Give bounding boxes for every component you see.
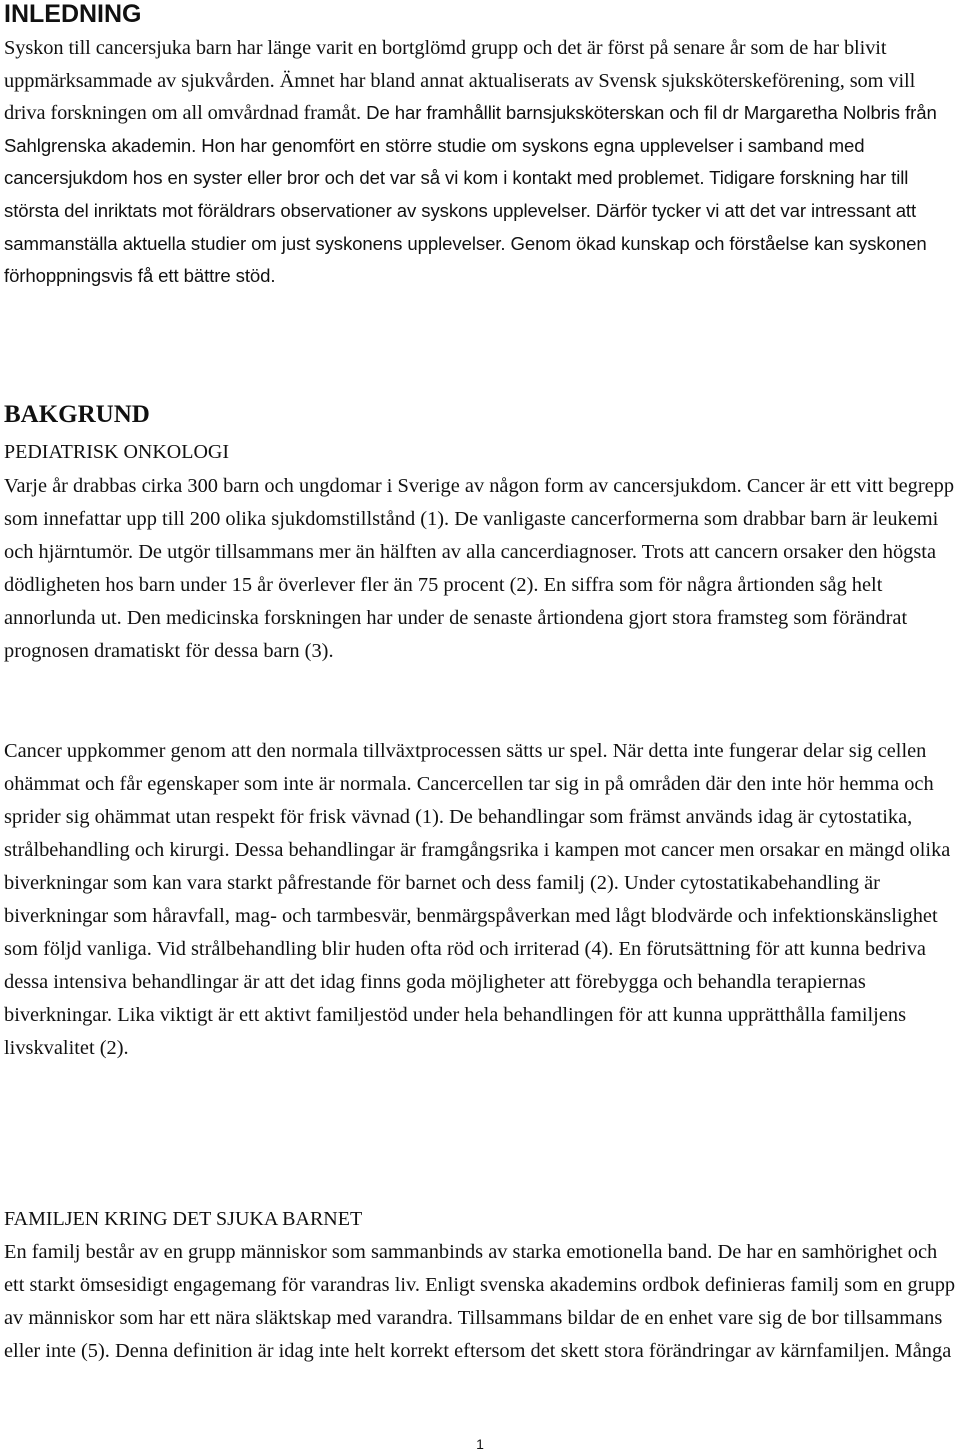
- bakgrund-paragraph-1: Varje år drabbas cirka 300 barn och ungdomar i Sverige av någon form av cancersjukdom. Cancer är ett vitt begrepp som innefattar upp till 200 olika sjukdomstillstånd (1). De vanligaste cancerformerna som drabbar barn är leukemi och hjärntumör. De utgör tillsammans mer än hälften av alla cancerdiagnoser. Trots att cancern orsaker den högsta dödligheten hos barn under 15 år överlever fler än 75 procent (2). En siffra som för några årtionden såg helt annorlunda ut. Den medicinska forskningen har under de senaste årtiondena gjort stora framsteg som förändrat prognosen dramatiskt för dessa barn (3).: [4, 475, 955, 662]
- inledning-paragraph: [4, 32, 956, 293]
- inledning-paragraph-rest: De har framhållit barnsjuksköterskan och fil dr Margaretha Nolbris från Sahlgrenska akademin. Hon har genomfört en större studie om syskons egna upplevelser i samband med cancersjukdom hos en syster eller bror och det var så vi kom i kontakt med problemet. Tidigare forskning har till största del inriktats mot föräldrars observationer av syskons upplevelser. Därför tycker vi att det var intressant att sammanställa aktuella studier om just syskonens upplevelser. Genom ökad kunskap och förståelse kan syskonen förhoppningsvis få ett bättre stöd.: [4, 102, 937, 287]
- subheading-familjen: FAMILJEN KRING DET SJUKA BARNET: [4, 1208, 363, 1230]
- section-heading-inledning: INLEDNING: [4, 0, 142, 28]
- subheading-pediatrisk-onkologi: PEDIATRISK ONKOLOGI: [4, 441, 229, 463]
- familjen-paragraph-1: En familj består av en grupp människor som sammanbinds av starka emotionella band. De har en samhörighet och ett starkt ömsesidigt engagemang för varandras liv. Enligt svenska akademins ordbok definieras familj som en grupp av människor som har ett nära släktskap med varandra. Tillsammans bildar de en enhet vare sig de bor tillsammans eller inte (5). Denna definition är idag inte helt korrekt eftersom det skett stora förändringar av kärnfamiljen. Många: [4, 1241, 956, 1362]
- page-number: 1: [476, 1436, 484, 1452]
- section-heading-bakgrund: BAKGRUND: [4, 401, 150, 428]
- bakgrund-paragraph-2: Cancer uppkommer genom att den normala tillväxtprocessen sätts ur spel. När detta inte fungerar delar sig cellen ohämmat och får egenskaper som inte är normala. Cancercellen tar sig in på områden där den inte hör hemma och sprider sig ohämmat utan respekt för frisk vävnad (1). De behandlingar som främst används idag är cytostatika, strålbehandling och kirurgi. Dessa behandlingar är framgångsrika i kampen mot cancer men orsakar en mängd olika biverkningar som kan vara starkt påfrestande för barnet och dess familj (2). Under cytostatikabehandling är biverkningar som håravfall, mag- och tarmbesvär, benmärgspåverkan med lågt blodvärde och infektionskänslighet som följd vanliga. Vid strålbehandling blir huden ofta röd och irriterad (4). En förutsättning för att kunna bedriva dessa intensiva behandlingar är att det idag finns goda möjligheter att förebygga och behandla terapiernas biverkningar. Lika viktigt är ett aktivt familjestöd under hela behandlingen för att kunna upprätthålla familjens livskvalitet (2).: [4, 740, 951, 1059]
- inledning-paragraph-lead: Syskon till cancersjuka barn har länge varit en bortglömd grupp och det är först på senare år som de har blivit uppmärksammade av sjukvården. Ämnet har bland annat aktualiserats av Svensk sjuksköterskeförening, som vill driva forskningen om all omvårdnad framåt.: [4, 37, 916, 125]
